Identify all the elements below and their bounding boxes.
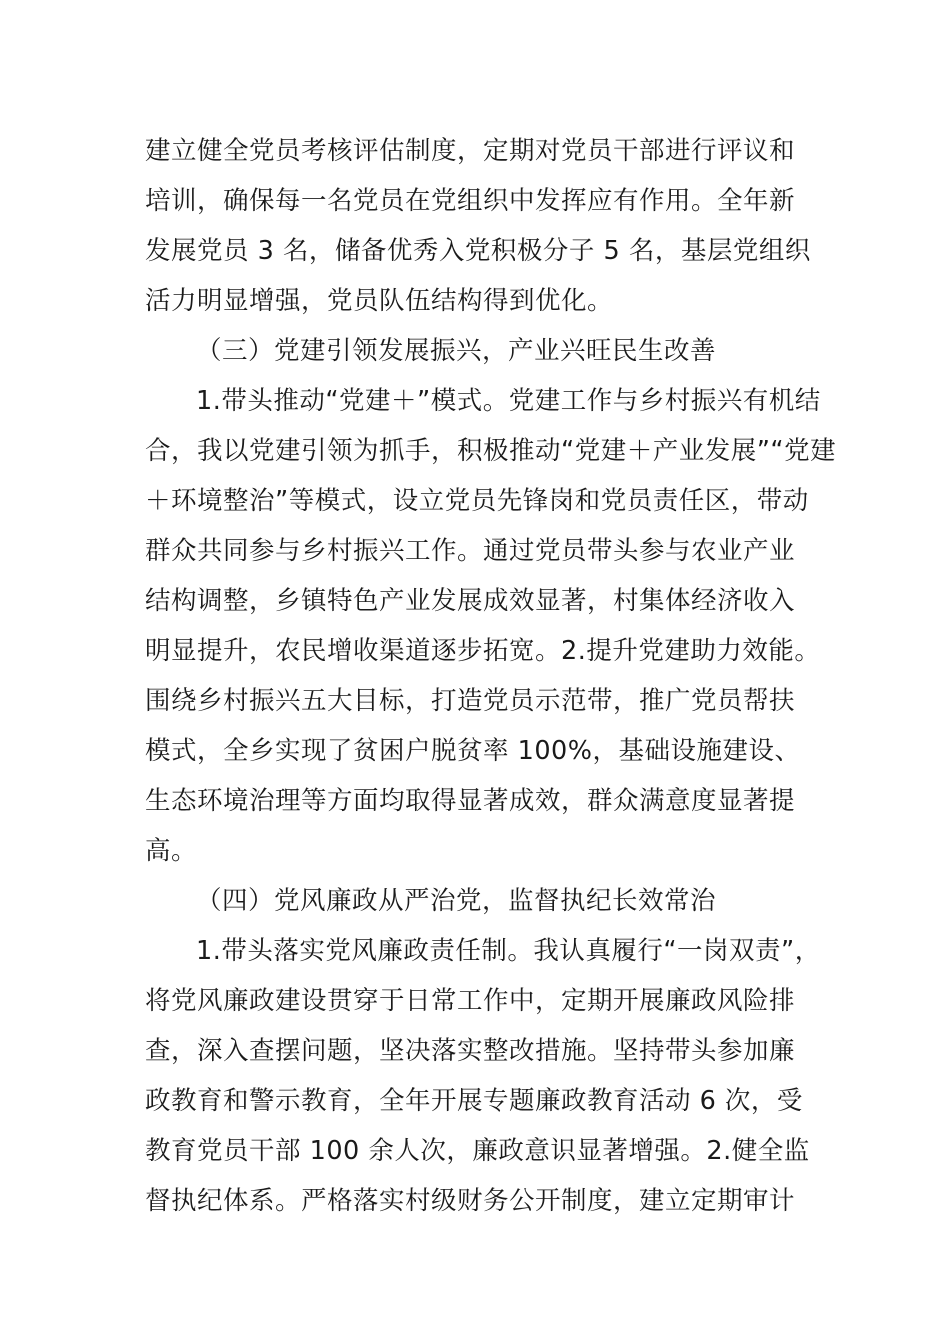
section-heading: （四）党风廉政从严治党，监督执纪长效常治	[196, 886, 717, 916]
text-line: 结构调整，乡镇特色产业发展成效显著，村集体经济收入	[145, 586, 796, 616]
text-line: 明显提升，农民增收渠道逐步拓宽。2.提升党建助力效能。	[145, 636, 821, 666]
text-line: 群众共同参与乡村振兴工作。通过党员带头参与农业产业	[145, 536, 796, 566]
text-line: 1.带头落实党风廉政责任制。我认真履行“一岗双责”，	[196, 936, 821, 966]
text-line: 活力明显增强，党员队伍结构得到优化。	[145, 286, 614, 316]
text-line: 教育党员干部 100 余人次，廉政意识显著增强。2.健全监	[145, 1136, 810, 1166]
text-line: 模式，全乡实现了贫困户脱贫率 100%，基础设施建设、	[145, 736, 801, 766]
text-line: 1.带头推动“党建＋”模式。党建工作与乡村振兴有机结	[196, 386, 821, 416]
text-line: 建立健全党员考核评估制度，定期对党员干部进行评议和	[145, 136, 796, 166]
text-line: 发展党员 3 名，储备优秀入党积极分子 5 名，基层党组织	[145, 236, 811, 266]
text-line: ＋环境整治”等模式，设立党员先锋岗和党员责任区，带动	[145, 486, 809, 516]
text-line: 政教育和警示教育，全年开展专题廉政教育活动 6 次，受	[145, 1086, 803, 1116]
text-line: 围绕乡村振兴五大目标，打造党员示范带，推广党员帮扶	[145, 686, 796, 716]
text-line: 将党风廉政建设贯穿于日常工作中，定期开展廉政风险排	[145, 986, 796, 1016]
text-line: 合，我以党建引领为抓手，积极推动“党建＋产业发展”“党建	[145, 436, 837, 466]
text-line: 高。	[145, 836, 198, 866]
text-line: 查，深入查摆问题，坚决落实整改措施。坚持带头参加廉	[145, 1036, 796, 1066]
section-heading: （三）党建引领发展振兴，产业兴旺民生改善	[196, 336, 717, 366]
text-line: 培训，确保每一名党员在党组织中发挥应有作用。全年新	[145, 186, 796, 216]
text-line: 生态环境治理等方面均取得显著成效，群众满意度显著提	[145, 786, 796, 816]
text-line: 督执纪体系。严格落实村级财务公开制度，建立定期审计	[145, 1186, 796, 1216]
